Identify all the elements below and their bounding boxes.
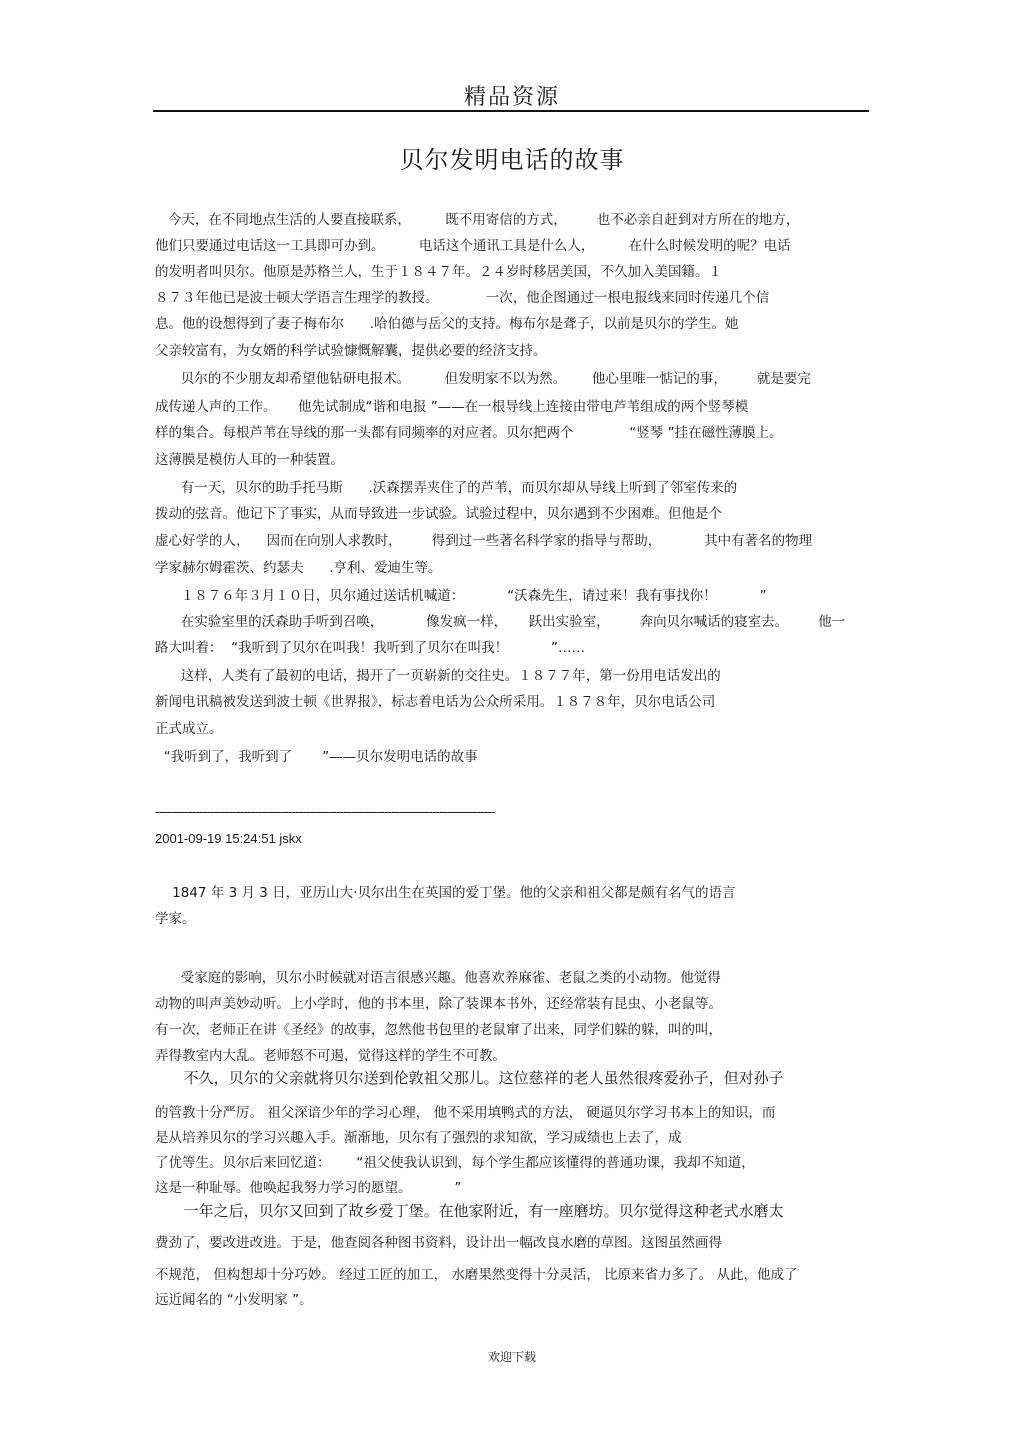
paragraph-line: 动物的叫声美妙动听。上小学时，他的书本里，除了装课本书外，还经常装有昆虫、小老鼠等。 [155, 996, 722, 1012]
paragraph-line: 虚心好学的人， 因而在向别人求教时， 得到过一些著名科学家的指导与帮助， 其中有著名的物理 [155, 533, 813, 549]
paragraph-line: 样的集合。每根芦苇在导线的那一头都有同频率的对应者。贝尔把两个 “竖琴 ”挂在磁性薄膜上。 [155, 425, 783, 441]
paragraph-line: 了优等生。贝尔后来回忆道： “祖父使我认识到，每个学生都应该懂得的普通功课，我却不知道， [155, 1155, 755, 1171]
paragraph-line: 学家赫尔姆霍茨、约瑟夫 .亨利、爱迪生等。 [155, 560, 442, 576]
paragraph-line: 学家。 [155, 911, 196, 927]
paragraph-line: 正式成立。 [155, 721, 223, 737]
paragraph-line: 新闻电讯稿被发送到波士顿《世界报》，标志着电话为公众所采用。１８７８年，贝尔电话公司 [155, 694, 716, 710]
paragraph-line: 受家庭的影响，贝尔小时候就对语言很感兴趣。他喜欢养麻雀、老鼠之类的小动物。他觉得 [155, 970, 721, 986]
paragraph-line: “我听到了，我听到了 ”——贝尔发明电话的故事 [155, 749, 478, 765]
paragraph-line: 成传递人声的工作。 他先试制成“谐和电报 ”——在一根导线上连接由带电芦苇组成的两个竖琴模 [155, 399, 749, 415]
paragraph-line: 费劲了，要改进改进。于是，他查阅各种图书资料，设计出一幅改良水磨的草图。这图虽然画得 [155, 1235, 722, 1251]
paragraph-line: 有一天，贝尔的助手托马斯 .沃森摆弄夹住了的芦苇，而贝尔却从导线上听到了邻室传来的 [155, 480, 738, 496]
footer-text: 欢迎下载 [487, 1350, 536, 1364]
paragraph-line: 有一次，老师正在讲《圣经》的故事，忽然他书包里的老鼠窜了出来，同学们躲的躲，叫的叫， [155, 1022, 722, 1038]
paragraph-line: 拨动的弦音。他记下了事实，从而导致进一步试验。试验过程中，贝尔遇到不少困难。但他是个 [155, 506, 722, 522]
paragraph-line: 的发明者叫贝尔。他原是苏格兰人，生于１８４７年。２４岁时移居美国，不久加入美国籍。１ [155, 264, 722, 280]
paragraph-line: 息。他的设想得到了妻子梅布尔 .哈伯德与岳父的支持。梅布尔是聋子，以前是贝尔的学生。她 [155, 316, 739, 332]
paragraph-line: ８７３年他已是波士顿大学语言生理学的教授。 一次，他企图通过一根电报线来同时传递几个信 [155, 290, 770, 306]
paragraph-line: 贝尔的不少朋友却希望他钻研电报术。 但发明家不以为然。 他心里唯一惦记的事， 就是要完 [155, 371, 811, 387]
document-title: 贝尔发明电话的故事 [399, 146, 625, 174]
paragraph-line: 路大叫着： “我听到了贝尔在叫我！我听到了贝尔在叫我！ ”…… [155, 640, 585, 656]
paragraph-line: 他们只要通过电话这一工具即可办到。 电话这个通讯工具是什么人， 在什么时候发明的呢？电话 [155, 238, 791, 254]
paragraph-line: 这是一种耻辱。他唤起我努力学习的愿望。 ” [155, 1180, 462, 1196]
paragraph-line: 的管教十分严厉。 祖父深谙少年的学习心理， 他不采用填鸭式的方法， 硬逼贝尔学习书本上的知识，而 [155, 1105, 776, 1121]
header-title: 精品资源 [463, 85, 560, 110]
header-divider [153, 110, 869, 112]
paragraph-line: １８７６年３月１０日，贝尔通过送话机喊道： “沃森先生，请过来！我有事找你！ ” [155, 588, 767, 604]
post-timestamp: 2001-09-19 15:24:51 jskx [155, 831, 302, 846]
paragraph-line: 1847 年 3 月 3 日，亚历山大·贝尔出生在英国的爱丁堡。他的父亲和祖父都是颇有名气的语言 [155, 885, 736, 901]
paragraph-line: 在实验室里的沃森助手听到召唤， 像发疯一样， 跃出实验室， 奔向贝尔喊话的寝室去。 他一 [155, 614, 846, 630]
paragraph-line: 这薄膜是模仿人耳的一种装置。 [155, 452, 344, 468]
paragraph-line: 父亲较富有，为女婿的科学试验慷慨解囊，提供必要的经济支持。 [155, 343, 547, 359]
paragraph-line: 弄得教室内大乱。老师怒不可遏，觉得这样的学生不可教。 [155, 1048, 506, 1064]
paragraph-line: 今天，在不同地点生活的人要直接联系， 既不用寄信的方式， 也不必亲自赶到对方所在的地方， [155, 212, 800, 228]
section-separator: -------------------------------------------------------------------------------------------- [155, 805, 495, 820]
paragraph-line: 不久，贝尔的父亲就将贝尔送到伦敦祖父那儿。这位慈祥的老人虽然很疼爱孙子，但对孙子 [155, 1069, 784, 1087]
paragraph-line: 一年之后，贝尔又回到了故乡爱丁堡。在他家附近，有一座磨坊。贝尔觉得这种老式水磨太 [155, 1202, 784, 1220]
paragraph-line: 远近闻名的 “小发明家 ”。 [155, 1292, 313, 1308]
paragraph-line: 是从培养贝尔的学习兴趣入手。渐渐地，贝尔有了强烈的求知欲，学习成绩也上去了，成 [155, 1130, 682, 1146]
paragraph-line: 不规范， 但构想却十分巧妙。 经过工匠的加工， 水磨果然变得十分灵活， 比原来省力多了。 从此，他成了 [155, 1267, 798, 1283]
paragraph-line: 这样，人类有了最初的电话，揭开了一页崭新的交往史。１８７７年，第一份用电话发出的 [155, 668, 721, 684]
